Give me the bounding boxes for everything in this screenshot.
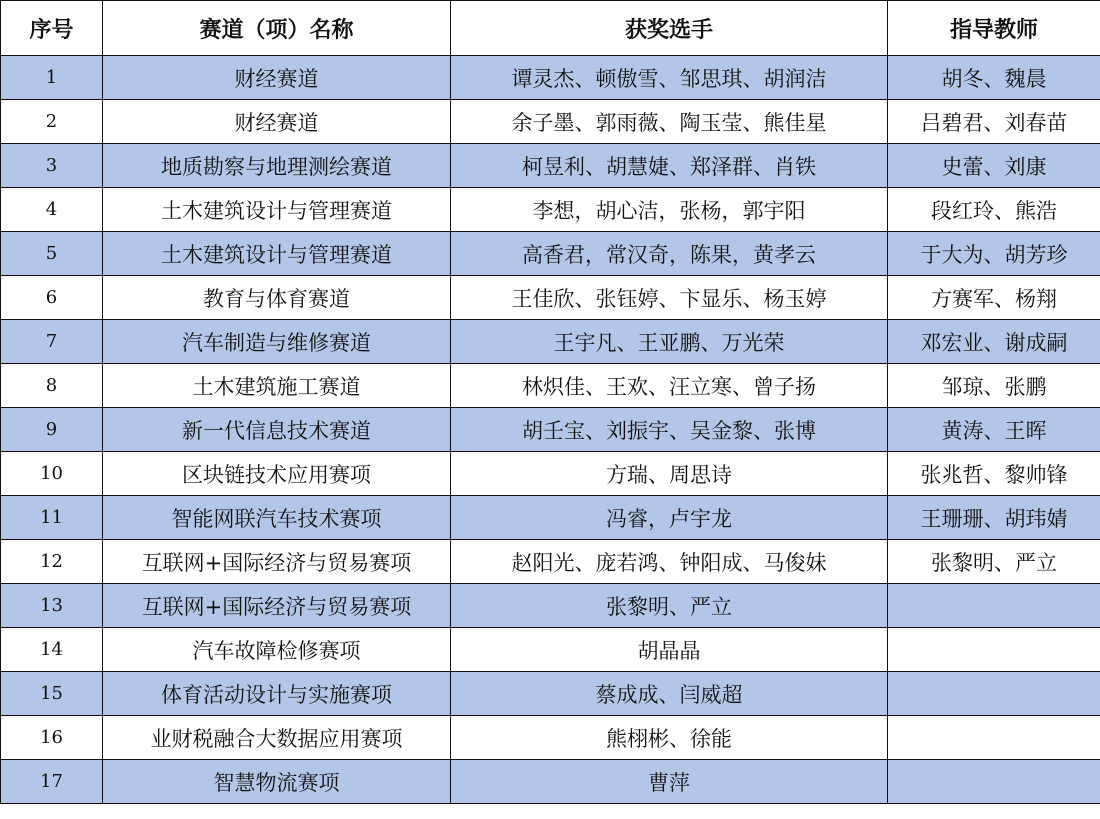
cell-track: 汽车制造与维修赛道 xyxy=(103,320,451,364)
cell-num: 15 xyxy=(1,672,103,716)
header-teachers: 指导教师 xyxy=(888,1,1100,56)
table-row xyxy=(1,188,1100,232)
cell-track: 智慧物流赛项 xyxy=(103,760,451,804)
cell-track: 智能网联汽车技术赛项 xyxy=(103,496,451,540)
header-track: 赛道（项）名称 xyxy=(103,1,451,56)
cell-winners: 谭灵杰、顿傲雪、邹思琪、胡润洁 xyxy=(451,56,888,100)
cell-teachers: 吕碧君、刘春苗 xyxy=(888,100,1100,144)
cell-winners: 赵阳光、庞若鸿、钟阳成、马俊妹 xyxy=(451,540,888,584)
table-row xyxy=(1,320,1100,364)
cell-track: 业财税融合大数据应用赛项 xyxy=(103,716,451,760)
cell-track: 地质勘察与地理测绘赛道 xyxy=(103,144,451,188)
cell-track: 区块链技术应用赛项 xyxy=(103,452,451,496)
cell-track: 新一代信息技术赛道 xyxy=(103,408,451,452)
cell-winners: 胡晶晶 xyxy=(451,628,888,672)
cell-teachers: 黄涛、王晖 xyxy=(888,408,1100,452)
cell-teachers xyxy=(888,760,1100,804)
cell-teachers: 于大为、胡芳珍 xyxy=(888,232,1100,276)
cell-teachers: 邹琼、张鹏 xyxy=(888,364,1100,408)
header-winners: 获奖选手 xyxy=(451,1,888,56)
cell-num: 2 xyxy=(1,100,103,144)
cell-num: 16 xyxy=(1,716,103,760)
cell-num: 9 xyxy=(1,408,103,452)
cell-track: 土木建筑设计与管理赛道 xyxy=(103,232,451,276)
cell-track: 土木建筑设计与管理赛道 xyxy=(103,188,451,232)
cell-track: 教育与体育赛道 xyxy=(103,276,451,320)
cell-num: 14 xyxy=(1,628,103,672)
table-row xyxy=(1,56,1100,100)
table-row xyxy=(1,760,1100,804)
table-row xyxy=(1,496,1100,540)
cell-winners: 柯昱利、胡慧婕、郑泽群、肖铁 xyxy=(451,144,888,188)
table-row xyxy=(1,364,1100,408)
cell-winners: 高香君，常汉奇，陈果，黄孝云 xyxy=(451,232,888,276)
header-num: 序号 xyxy=(1,1,103,56)
table-row xyxy=(1,540,1100,584)
cell-num: 7 xyxy=(1,320,103,364)
table-row xyxy=(1,232,1100,276)
cell-num: 3 xyxy=(1,144,103,188)
cell-teachers xyxy=(888,628,1100,672)
table-row xyxy=(1,672,1100,716)
cell-teachers: 王珊珊、胡玮婧 xyxy=(888,496,1100,540)
table-row xyxy=(1,408,1100,452)
cell-track: 互联网+国际经济与贸易赛项 xyxy=(103,540,451,584)
table-row xyxy=(1,716,1100,760)
cell-num: 17 xyxy=(1,760,103,804)
cell-winners: 林炽佳、王欢、汪立寒、曾子扬 xyxy=(451,364,888,408)
cell-teachers xyxy=(888,584,1100,628)
cell-num: 12 xyxy=(1,540,103,584)
cell-winners: 方瑞、周思诗 xyxy=(451,452,888,496)
cell-winners: 熊栩彬、徐能 xyxy=(451,716,888,760)
cell-teachers: 张黎明、严立 xyxy=(888,540,1100,584)
cell-winners: 曹萍 xyxy=(451,760,888,804)
cell-winners: 张黎明、严立 xyxy=(451,584,888,628)
cell-num: 11 xyxy=(1,496,103,540)
cell-winners: 王宇凡、王亚鹏、万光荣 xyxy=(451,320,888,364)
cell-teachers: 邓宏业、谢成嗣 xyxy=(888,320,1100,364)
cell-num: 1 xyxy=(1,56,103,100)
cell-teachers: 段红玲、熊浩 xyxy=(888,188,1100,232)
cell-num: 10 xyxy=(1,452,103,496)
cell-teachers: 张兆哲、黎帅锋 xyxy=(888,452,1100,496)
cell-winners: 余子墨、郭雨薇、陶玉莹、熊佳星 xyxy=(451,100,888,144)
cell-teachers xyxy=(888,672,1100,716)
cell-track: 财经赛道 xyxy=(103,56,451,100)
cell-track: 汽车故障检修赛项 xyxy=(103,628,451,672)
cell-winners: 胡壬宝、刘振宇、吴金黎、张博 xyxy=(451,408,888,452)
cell-track: 土木建筑施工赛道 xyxy=(103,364,451,408)
cell-teachers: 方赛军、杨翔 xyxy=(888,276,1100,320)
cell-num: 4 xyxy=(1,188,103,232)
table-row xyxy=(1,628,1100,672)
cell-teachers: 史蕾、刘康 xyxy=(888,144,1100,188)
table-header xyxy=(1,1,1100,56)
cell-winners: 李想，胡心洁，张杨，郭宇阳 xyxy=(451,188,888,232)
table-body xyxy=(1,56,1100,804)
header-row xyxy=(1,1,1100,56)
table-row xyxy=(1,584,1100,628)
cell-track: 体育活动设计与实施赛项 xyxy=(103,672,451,716)
cell-num: 6 xyxy=(1,276,103,320)
cell-num: 5 xyxy=(1,232,103,276)
cell-teachers: 胡冬、魏晨 xyxy=(888,56,1100,100)
table-row xyxy=(1,144,1100,188)
cell-track: 财经赛道 xyxy=(103,100,451,144)
cell-teachers xyxy=(888,716,1100,760)
table-row xyxy=(1,276,1100,320)
cell-num: 13 xyxy=(1,584,103,628)
cell-winners: 冯睿，卢宇龙 xyxy=(451,496,888,540)
cell-num: 8 xyxy=(1,364,103,408)
table-row xyxy=(1,100,1100,144)
cell-winners: 王佳欣、张钰婷、卞显乐、杨玉婷 xyxy=(451,276,888,320)
table-row xyxy=(1,452,1100,496)
cell-winners: 蔡成成、闫威超 xyxy=(451,672,888,716)
cell-track: 互联网+国际经济与贸易赛项 xyxy=(103,584,451,628)
